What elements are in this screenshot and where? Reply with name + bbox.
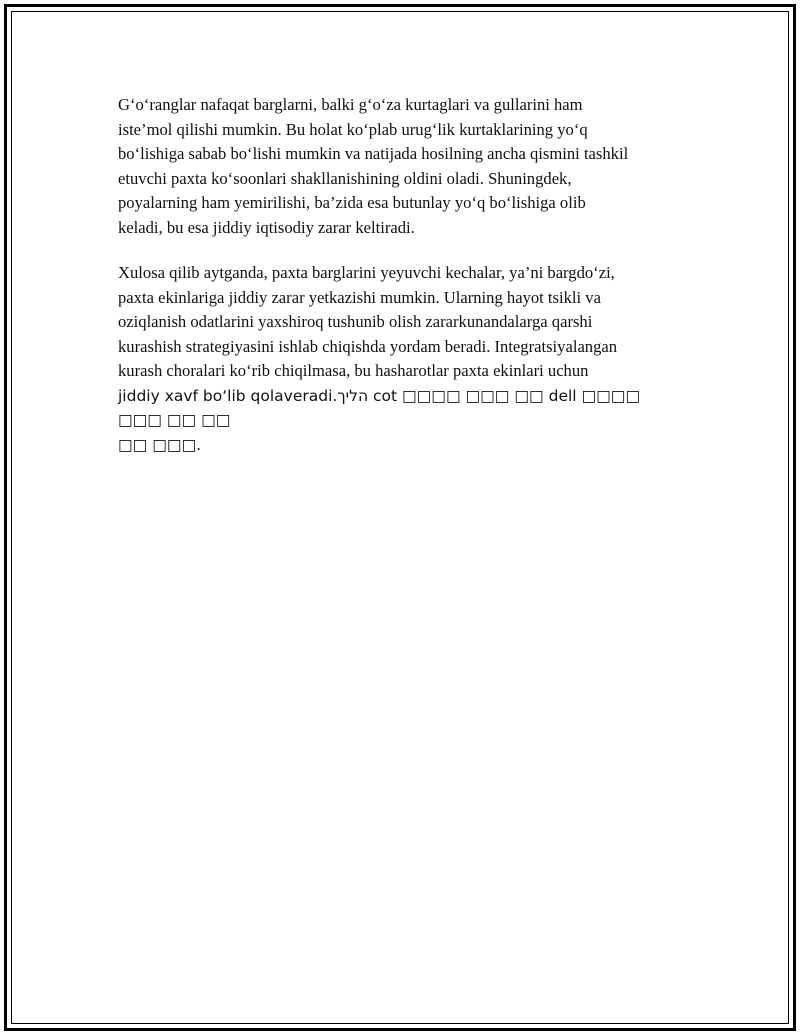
- paragraph-2-text: Xulosa qilib aytganda, paxta barglarini yeyuvchi kechalar, ya’ni bargdo‘zi, paxta ekinlariga jiddiy zarar yetkazishi mumkin. Ularning hayot tsikli va oziqlanish odatlarini yaxshiroq tushunib olish zararkunandalarga qarshi kurashish strategiyasini ishlab chiqishda yordam beradi. Integratsiyalangan kurash choralari ko‘rib chiqilmasa, bu hasharotlar paxta ekinlari uchun: [118, 263, 618, 380]
- document-body: [118, 93, 688, 478]
- paragraph-1: G‘o‘ranglar nafaqat barglarni, balki g‘o‘za kurtaglari va gullarini ham iste’mol qilishi mumkin. Bu holat ko‘plab urug‘lik kurtaklarining yo‘q bo‘lishiga sabab bo‘lishi mumkin va natijada hosilning ancha qismini tashkil etuvchi paxta ko‘soonlari shakllanishining oldini oladi. Shuningdek, poyalarning ham yemirilishi, ba’zida esa butunlay yo‘q bo‘lishiga olib keladi, bu esa jiddiy iqtisodiy zarar keltiradi.: [118, 95, 629, 237]
- paragraph-2: [118, 261, 688, 457]
- paragraph-2-final-line: jiddiy xavf bo‘lib qolaveradi.הליך cot □□□□ □□□ □□ dell □□□□ □□□ □□ □□ □□ □□□.: [118, 386, 641, 454]
